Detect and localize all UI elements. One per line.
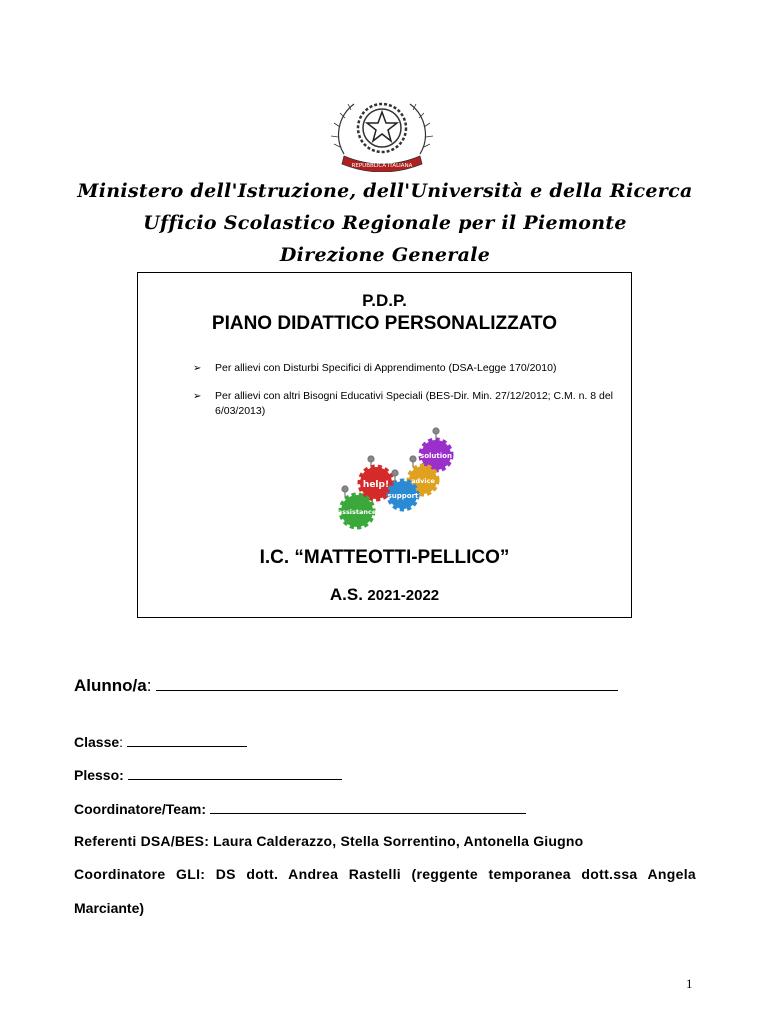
regional-office-title: Ufficio Scolastico Regionale per il Piemonte	[143, 212, 627, 234]
document-acronym: P.D.P.	[362, 291, 407, 310]
svg-text:support: support	[387, 492, 419, 500]
svg-text:advice: advice	[411, 477, 435, 485]
school-year	[138, 585, 631, 605]
plesso-field	[74, 767, 342, 783]
svg-text:solution: solution	[420, 452, 452, 460]
svg-text:assistance: assistance	[337, 508, 377, 516]
bullet-item	[193, 389, 613, 419]
referenti-line: Referenti DSA/BES: Laura Calderazzo, Stella Sorrentino, Antonella Giugno	[74, 833, 584, 849]
school-year-value: 2021-2022	[367, 587, 440, 604]
italian-republic-emblem-icon	[330, 92, 434, 172]
gears-teamwork-icon	[333, 425, 463, 535]
cover-box	[137, 272, 632, 618]
school-year-label: A.S.	[329, 585, 363, 604]
ministry-title: Ministero dell'Istruzione, dell'Università e della Ricerca	[77, 180, 693, 202]
svg-text:help!: help!	[362, 480, 390, 490]
school-name: I.C. “MATTEOTTI-PELLICO”	[259, 547, 510, 568]
classe-label: Classe	[74, 734, 120, 750]
alunno-field: Alunno/a:	[74, 676, 618, 696]
document-title: PIANO DIDATTICO PERSONALIZZATO	[211, 313, 558, 334]
alunno-label: Alunno/a	[74, 676, 147, 695]
bullet-text: Per allievi con altri Bisogni Educativi Speciali (BES-Dir. Min. 27/12/2012; C.M. n. 8 del 6/03/2013)	[215, 390, 614, 417]
direction-title: Direzione Generale	[279, 244, 491, 266]
alunno-blank	[156, 679, 618, 691]
plesso-label: Plesso:	[74, 767, 124, 783]
classe-field: Classe:	[74, 734, 247, 750]
coordinator-label: Coordinatore/Team:	[74, 801, 206, 817]
coordinator-blank	[210, 802, 526, 814]
page-number: 1	[686, 976, 693, 991]
plesso-blank	[128, 768, 342, 780]
bullet-text: Per allievi con Disturbi Specifici di Apprendimento (DSA-Legge 170/2010)	[215, 362, 557, 374]
classe-blank	[127, 735, 247, 747]
emblem-ribbon-text: REPUBBLICA ITALIANA	[351, 163, 413, 169]
gli-coordinator-line: Coordinatore GLI: DS dott. Andrea Rastelli (reggente temporanea dott.ssa Angela	[74, 866, 696, 882]
gli-coordinator-line-cont: Marciante)	[74, 900, 145, 916]
gear-solution	[420, 440, 452, 470]
arrow-bullet-icon: ➢	[193, 363, 202, 374]
bullet-item	[193, 361, 613, 376]
arrow-bullet-icon: ➢	[193, 391, 202, 402]
coordinator-field	[74, 801, 526, 817]
